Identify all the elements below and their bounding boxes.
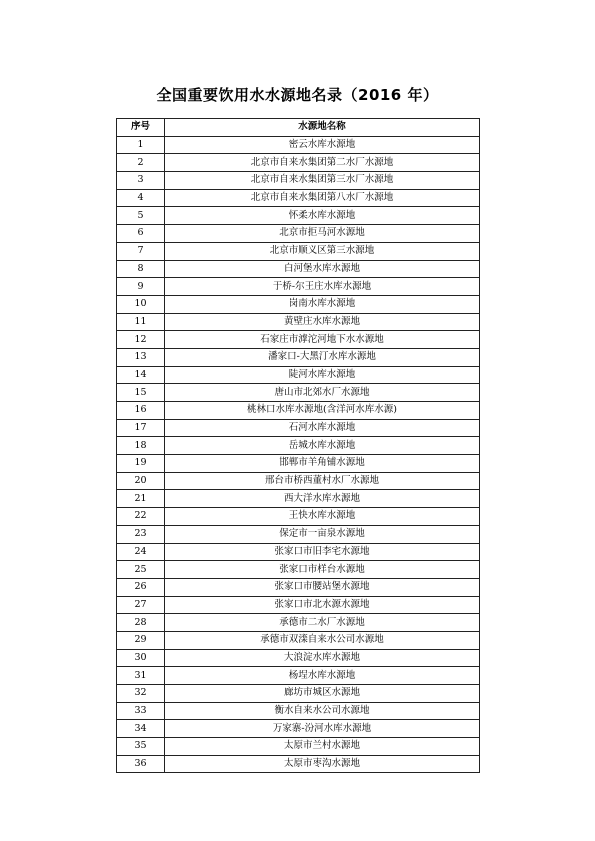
table-row xyxy=(117,455,480,473)
header-serial-number: 序号 xyxy=(117,119,165,137)
row-serial-number: 3 xyxy=(117,172,165,190)
row-source-name: 黄壁庄水库水源地 xyxy=(165,313,480,331)
table-row xyxy=(117,525,480,543)
row-source-name: 北京市自来水集团第二水厂水源地 xyxy=(165,154,480,172)
row-serial-number: 35 xyxy=(117,738,165,756)
table-row xyxy=(117,543,480,561)
table-row xyxy=(117,207,480,225)
table-row xyxy=(117,384,480,402)
row-source-name: 岳城水库水源地 xyxy=(165,437,480,455)
row-serial-number: 6 xyxy=(117,225,165,243)
row-source-name: 太原市枣沟水源地 xyxy=(165,755,480,773)
table-row xyxy=(117,331,480,349)
row-source-name: 保定市一亩泉水源地 xyxy=(165,525,480,543)
row-serial-number: 11 xyxy=(117,313,165,331)
row-source-name: 廊坊市城区水源地 xyxy=(165,685,480,703)
row-source-name: 西大洋水库水源地 xyxy=(165,490,480,508)
table-row xyxy=(117,702,480,720)
row-serial-number: 5 xyxy=(117,207,165,225)
table-row xyxy=(117,649,480,667)
row-source-name: 大浪淀水库水源地 xyxy=(165,649,480,667)
row-source-name: 北京市拒马河水源地 xyxy=(165,225,480,243)
row-source-name: 承德市双滦自来水公司水源地 xyxy=(165,631,480,649)
table-row xyxy=(117,348,480,366)
row-serial-number: 29 xyxy=(117,631,165,649)
row-source-name: 衡水自来水公司水源地 xyxy=(165,702,480,720)
table-row xyxy=(117,225,480,243)
table-row xyxy=(117,189,480,207)
row-serial-number: 13 xyxy=(117,348,165,366)
table-row xyxy=(117,172,480,190)
row-source-name: 密云水库水源地 xyxy=(165,136,480,154)
row-source-name: 怀柔水库水源地 xyxy=(165,207,480,225)
row-serial-number: 15 xyxy=(117,384,165,402)
table-row xyxy=(117,490,480,508)
table-row xyxy=(117,437,480,455)
table-row xyxy=(117,596,480,614)
row-source-name: 陡河水库水源地 xyxy=(165,366,480,384)
row-source-name: 唐山市北郊水厂水源地 xyxy=(165,384,480,402)
row-source-name: 万家寨-汾河水库水源地 xyxy=(165,720,480,738)
row-source-name: 张家口市样台水源地 xyxy=(165,561,480,579)
table-row xyxy=(117,260,480,278)
row-serial-number: 36 xyxy=(117,755,165,773)
row-source-name: 杨埕水库水源地 xyxy=(165,667,480,685)
table-row xyxy=(117,738,480,756)
row-serial-number: 33 xyxy=(117,702,165,720)
row-source-name: 张家口市北水源水源地 xyxy=(165,596,480,614)
table-header-row xyxy=(117,119,480,137)
row-serial-number: 10 xyxy=(117,295,165,313)
row-source-name: 王快水库水源地 xyxy=(165,508,480,526)
row-serial-number: 21 xyxy=(117,490,165,508)
row-serial-number: 17 xyxy=(117,419,165,437)
page-title: 全国重要饮用水水源地名录（2016 年） xyxy=(156,86,439,104)
row-source-name: 石河水库水源地 xyxy=(165,419,480,437)
row-serial-number: 31 xyxy=(117,667,165,685)
row-serial-number: 1 xyxy=(117,136,165,154)
row-source-name: 邯郸市羊角铺水源地 xyxy=(165,455,480,473)
row-serial-number: 4 xyxy=(117,189,165,207)
table-row xyxy=(117,561,480,579)
row-serial-number: 27 xyxy=(117,596,165,614)
row-serial-number: 30 xyxy=(117,649,165,667)
table-row xyxy=(117,631,480,649)
row-serial-number: 19 xyxy=(117,455,165,473)
row-source-name: 北京市自来水集团第八水厂水源地 xyxy=(165,189,480,207)
row-source-name: 石家庄市滹沱河地下水水源地 xyxy=(165,331,480,349)
row-source-name: 张家口市腰站堡水源地 xyxy=(165,578,480,596)
table-row xyxy=(117,278,480,296)
reservoir-table xyxy=(116,118,480,773)
table-row xyxy=(117,136,480,154)
row-serial-number: 28 xyxy=(117,614,165,632)
row-source-name: 桃林口水库水源地(含洋河水库水源) xyxy=(165,402,480,420)
row-source-name: 北京市顺义区第三水源地 xyxy=(165,242,480,260)
row-source-name: 于桥-尔王庄水库水源地 xyxy=(165,278,480,296)
table-row xyxy=(117,419,480,437)
row-serial-number: 24 xyxy=(117,543,165,561)
table-row xyxy=(117,402,480,420)
row-serial-number: 22 xyxy=(117,508,165,526)
row-serial-number: 9 xyxy=(117,278,165,296)
row-serial-number: 7 xyxy=(117,242,165,260)
table-row xyxy=(117,295,480,313)
table-row xyxy=(117,720,480,738)
row-source-name: 太原市兰村水源地 xyxy=(165,738,480,756)
row-source-name: 邢台市桥西董村水厂水源地 xyxy=(165,472,480,490)
table-row xyxy=(117,242,480,260)
table-row xyxy=(117,614,480,632)
row-source-name: 白河堡水库水源地 xyxy=(165,260,480,278)
row-source-name: 北京市自来水集团第三水厂水源地 xyxy=(165,172,480,190)
row-serial-number: 8 xyxy=(117,260,165,278)
table-row xyxy=(117,578,480,596)
table-row xyxy=(117,472,480,490)
row-serial-number: 25 xyxy=(117,561,165,579)
row-serial-number: 18 xyxy=(117,437,165,455)
table-row xyxy=(117,755,480,773)
row-source-name: 岗南水库水源地 xyxy=(165,295,480,313)
table-row xyxy=(117,667,480,685)
row-serial-number: 26 xyxy=(117,578,165,596)
table-row xyxy=(117,154,480,172)
row-source-name: 张家口市旧李宅水源地 xyxy=(165,543,480,561)
row-serial-number: 32 xyxy=(117,685,165,703)
row-serial-number: 23 xyxy=(117,525,165,543)
row-serial-number: 16 xyxy=(117,402,165,420)
row-source-name: 承德市二水厂水源地 xyxy=(165,614,480,632)
table-row xyxy=(117,366,480,384)
table-row xyxy=(117,685,480,703)
row-serial-number: 2 xyxy=(117,154,165,172)
row-serial-number: 14 xyxy=(117,366,165,384)
row-serial-number: 34 xyxy=(117,720,165,738)
row-serial-number: 20 xyxy=(117,472,165,490)
table-row xyxy=(117,508,480,526)
row-serial-number: 12 xyxy=(117,331,165,349)
table-row xyxy=(117,313,480,331)
row-source-name: 潘家口-大黑汀水库水源地 xyxy=(165,348,480,366)
header-source-name: 水源地名称 xyxy=(165,119,480,137)
